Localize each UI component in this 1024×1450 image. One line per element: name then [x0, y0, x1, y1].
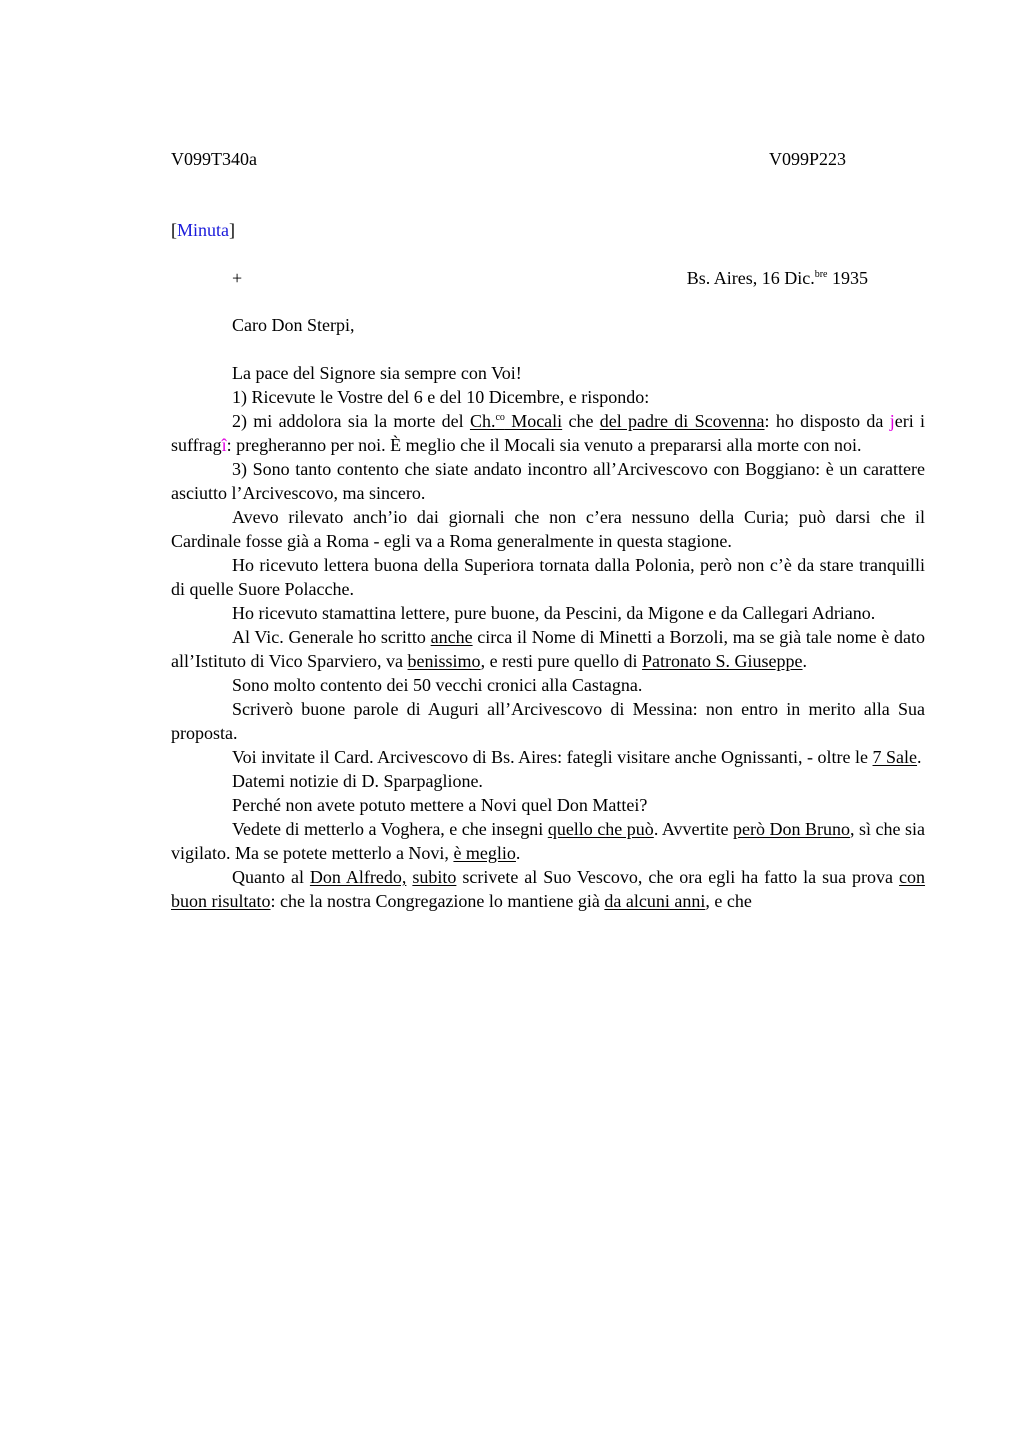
- paragraph-9: Sono molto contento dei 50 vecchi cronici alla Castagna.: [232, 675, 643, 695]
- right-code: V099P223: [768, 149, 846, 169]
- date-year: 1935: [827, 268, 868, 288]
- paragraph-7: Ho ricevuto stamattina lettere, pure buone, da Pescini, da Migone e da Callegari Adriano.: [232, 603, 876, 623]
- paragraph-10: Scriverò buone parole di Auguri all’Arcivescovo di Messina: non entro in merito alla Sua proposta.: [171, 699, 925, 743]
- text-run: .: [515, 843, 521, 863]
- text-run: Al Vic. Generale ho scritto: [232, 627, 431, 647]
- text-run: circa il Nome di Minetti a Borzoli, ma se già tale nome è dato all’Istituto di Vico Sparviero, va: [171, 627, 926, 671]
- paragraph-12: Datemi notizie di D. Sparpaglione.: [232, 771, 483, 791]
- text-run: . Avvertite: [653, 819, 733, 839]
- minuta-open-bracket: [: [171, 220, 177, 240]
- underlined-text: però Don Bruno: [732, 819, 850, 839]
- date-text: Bs. Aires, 16 Dic.: [686, 268, 815, 288]
- letter-date: [687, 266, 868, 290]
- paragraph-8: [171, 625, 925, 673]
- paragraph-6: Ho ricevuto lettera buona della Superiora tornata dalla Polonia, però non c’è da stare tranquilli di quelle Suore Polacche.: [171, 555, 925, 599]
- text-run: , e che: [705, 891, 752, 911]
- paragraph-11: [171, 745, 925, 769]
- text-run: .: [917, 747, 922, 767]
- text-run: Ch.: [469, 411, 496, 431]
- paragraph-5: Avevo rilevato anch’io dai giornali che non c’era nessuno della Curia; può darsi che il Cardinale fosse già a Roma - egli va a Roma generalmente in questa stagione.: [171, 507, 925, 551]
- paragraph-1: La pace del Signore sia sempre con Voi!: [232, 363, 522, 383]
- text-run: Voi invitate il Card. Arcivescovo di Bs. Aires: fategli visitare anche Ognissanti, - oltre le: [232, 747, 873, 767]
- paragraph-4: 3) Sono tanto contento che siate andato incontro all’Arcivescovo con Boggiano: è un carattere asciutto l’Arcivescovo, ma sincero.: [171, 459, 925, 503]
- letter-body: [171, 361, 925, 913]
- minuta-word: Minuta: [177, 220, 229, 240]
- paragraph-2: 1) Ricevute le Vostre del 6 e del 10 Dicembre, e rispondo:: [232, 387, 650, 407]
- paragraph-3: [171, 409, 925, 457]
- text-run: , e resti pure quello di: [480, 651, 643, 671]
- text-run: Mocali: [504, 411, 563, 431]
- text-run: eri i suffrag: [171, 411, 925, 455]
- header-codes: [171, 147, 846, 171]
- underlined-text: quello che può: [547, 819, 654, 839]
- cross-mark: +: [232, 268, 243, 288]
- underlined-text: 7 Sale: [872, 747, 918, 767]
- underlined-text: è meglio: [453, 843, 516, 863]
- text-run: : che la nostra Congregazione lo mantiene già: [270, 891, 605, 911]
- highlighted-letter: j: [889, 411, 895, 431]
- underlined-text: con buon risultato: [171, 867, 926, 911]
- paragraph-14: [171, 817, 925, 865]
- underlined-text: del padre di Scovenna: [599, 411, 765, 431]
- underlined-text: Patronato S. Giuseppe: [642, 651, 803, 671]
- text-run: : pregheranno per noi. È meglio che il Mocali sia venuto a prepararsi alla morte con noi.: [226, 435, 862, 455]
- paragraph-13: Perché non avete potuto mettere a Novi quel Don Mattei?: [232, 795, 648, 815]
- underlined-text: [470, 411, 562, 431]
- date-superscript: bre: [814, 269, 828, 280]
- underlined-text: subito: [412, 867, 457, 887]
- superscript: co: [495, 412, 505, 423]
- text-run: scrivete al Suo Vescovo, che ora egli ha fatto la sua prova: [456, 867, 900, 887]
- text-run: Quanto al: [232, 867, 310, 887]
- highlighted-letter: î: [221, 435, 227, 455]
- underlined-text: Don Alfredo,: [309, 867, 407, 887]
- text-run: 2) mi addolora sia la morte del: [232, 411, 470, 431]
- text-run: Vedete di metterlo a Voghera, e che insegni: [232, 819, 548, 839]
- minuta-label: [171, 218, 235, 242]
- text-run: .: [802, 651, 808, 671]
- greeting: Caro Don Sterpi,: [232, 315, 355, 335]
- paragraph-15: [171, 865, 925, 913]
- underlined-text: da alcuni anni: [604, 891, 706, 911]
- minuta-close-bracket: ]: [229, 220, 235, 240]
- text-run: : ho disposto da: [764, 411, 890, 431]
- underlined-text: benissimo: [407, 651, 481, 671]
- text-run: che: [562, 411, 600, 431]
- dateline: [232, 266, 868, 290]
- text-run: , sì che sia vigilato. Ma se potete metterlo a Novi,: [171, 819, 926, 863]
- underlined-text: anche: [430, 627, 473, 647]
- left-code: V099T340a: [171, 149, 257, 169]
